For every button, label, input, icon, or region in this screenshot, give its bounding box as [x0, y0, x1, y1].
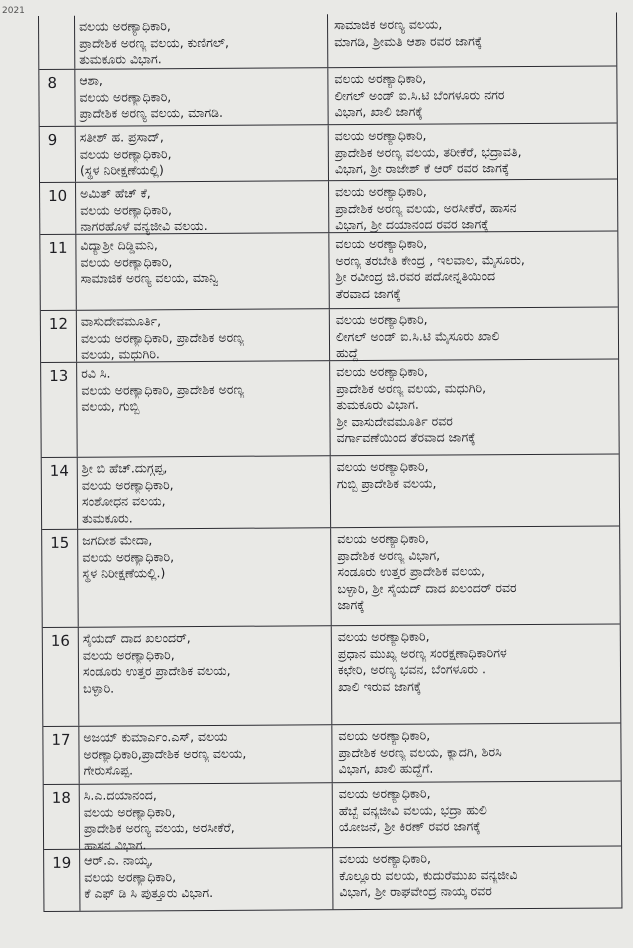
- posting-line: ಗುಬ್ಬಿ ಪ್ರಾದೇಶಿಕ ವಲಯ,: [336, 475, 437, 491]
- officer-line: ಸಂಶೋಧನ ವಲಯ,: [81, 493, 166, 509]
- serial-number-cell: 15: [42, 530, 79, 627]
- posting-cell: [328, 66, 616, 124]
- officer-line: ವಲಯ ಅರಣ್ಯಾಧಿಕಾರಿ,: [80, 201, 172, 218]
- serial-number-cell: 14: [42, 458, 78, 529]
- posting-line: ಪ್ರಾದೇಶಿಕ ಅರಣ್ಯ ವಲಯ, ಅರಸೀಕೆರೆ, ಹಾಸನ: [335, 199, 517, 216]
- posting-line: ವಲಯ ಅರಣ್ಯಾಧಿಕಾರಿ,: [335, 235, 428, 252]
- officer-line: ತುಮಕೂರು.: [82, 509, 133, 526]
- officer-line: ಪ್ರಾದೇಶಿಕ ಅರಣ್ಯ ವಲಯ, ಅರಸೀಕೆರೆ,: [83, 819, 235, 836]
- posting-line: ಜಾಗಕ್ಕೆ: [337, 597, 365, 613]
- officer-line: ವಲಯ ಅರಣ್ಯಾಧಿಕಾರಿ,: [84, 868, 177, 885]
- posting-cell: [330, 307, 618, 360]
- table-row: [40, 231, 617, 311]
- officer-name-cell: [79, 626, 333, 726]
- officer-line: ತುಮಕೂರು ವಿಭಾಗ.: [79, 51, 162, 67]
- posting-line: ವಲಯ ಅರಣ್ಯಾಧಿಕಾರಿ,: [334, 70, 427, 87]
- table-row: [42, 454, 619, 530]
- posting-line: ವಲಯ ಅರಣ್ಯಾಧಿಕಾರಿ,: [339, 850, 431, 867]
- posting-line: ವಿಭಾಗ, ಖಾಲಿ ಜಾಗಕ್ಕೆ: [334, 103, 423, 120]
- posting-cell: [332, 624, 621, 724]
- officer-line: ವಲಯ ಅರಣ್ಯಾಧಿಕಾರಿ,: [82, 646, 175, 663]
- serial-number-cell: 17: [43, 727, 79, 784]
- posting-line: ಪ್ರಾದೇಶಿಕ ಅರಣ್ಯ ವಲಯ, ತರೀಕೆರೆ, ಭದ್ರಾವತಿ,: [334, 143, 522, 160]
- officer-line: ಬಳ್ಳಾರಿ.: [83, 680, 115, 696]
- officer-line: ಸ್ಥಳ ನಿರೀಕ್ಷಣೆಯಲ್ಲಿ.): [82, 565, 166, 581]
- transfer-table: [38, 12, 622, 912]
- posting-line: ವಲಯ ಅರಣ್ಯಾಧಿಕಾರಿ,: [337, 530, 430, 547]
- officer-line: ಸಿ.ಎ.ದಯಾನಂದ,: [83, 787, 157, 803]
- posting-cell: [331, 526, 620, 625]
- posting-line: ಶ್ರೀ ರವೀಂದ್ರ ಜಿ.ರವರ ಪದೋನ್ನತಿಯಿಂದ: [335, 268, 496, 285]
- posting-line: ವಿಭಾಗ, ಶ್ರೀ ದಯಾನಂದ ರವರ ಜಾಗಕ್ಕೆ: [335, 216, 489, 233]
- officer-line: ಸತೀಶ್ ಹ. ಪ್ರಸಾದ್,: [79, 129, 164, 145]
- officer-line: ವಿದ್ಯಾಶ್ರೀ ದಿಡ್ಡಿಮನಿ,: [80, 237, 158, 253]
- officer-line: ನಾಗರಹೊಳೆ ವನ್ಯಜೀವಿ ವಲಯ.: [80, 217, 208, 234]
- posting-line: ಪ್ರಾದೇಶಿಕ ಅರಣ್ಯ ವಲಯ, ಮಧುಗಿರಿ,: [336, 379, 487, 396]
- officer-line: ಪ್ರಾದೇಶಿಕ ಅರಣ್ಯ ವಲಯ, ಕುಣಿಗಲ್,: [79, 34, 230, 51]
- officer-line: ವಲಯ ಅರಣ್ಯಾಧಿಕಾರಿ,: [79, 18, 171, 34]
- table-row: [44, 846, 621, 912]
- table-row: [39, 66, 616, 127]
- table-row: [40, 179, 617, 235]
- posting-line: ವರ್ಗಾವಣೆಯಿಂದ ತೆರವಾದ ಜಾಗಕ್ಕೆ: [336, 429, 476, 446]
- posting-line: ವಲಯ ಅರಣ್ಯಾಧಿಕಾರಿ,: [334, 127, 427, 144]
- officer-line: ಆಶಾ,: [79, 72, 103, 88]
- posting-line: ತೆರವಾದ ಜಾಗಕ್ಕೆ: [335, 285, 401, 301]
- officer-name-cell: [76, 233, 329, 310]
- posting-line: ಅರಣ್ಯ ತರಬೇತಿ ಕೇಂದ್ರ , ಇಲವಾಲ, ಮೈಸೂರು,: [335, 251, 525, 268]
- officer-line: ವಾಸುದೇವಮೂರ್ತಿ,: [80, 313, 162, 329]
- posting-line: ವಿಭಾಗ, ಶ್ರೀ ರಾಘವೇಂದ್ರ ನಾಯ್ಕ ರವರ: [339, 883, 492, 900]
- table-row: [44, 781, 621, 853]
- officer-name-cell: [78, 456, 331, 529]
- posting-line: ವಲಯ ಅರಣ್ಯಾಧಿಕಾರಿ,: [337, 628, 430, 645]
- posting-line: ಕೊಲ್ಲೂರು ವಲಯ, ಕುದುರೆಮುಖ ವನ್ಯಜೀವಿ: [339, 866, 518, 883]
- posting-line: ವಲಯ ಅರಣ್ಯಾಧಿಕಾರಿ,: [336, 363, 428, 380]
- officer-line: ಜಗದೀಶ ಮೇದಾ,: [82, 532, 153, 548]
- posting-cell: [333, 781, 621, 847]
- officer-line: ವಲಯ ಅರಣ್ಯಾಧಿಕಾರಿ,: [79, 88, 172, 105]
- serial-number-cell: 12: [41, 311, 77, 362]
- serial-number-cell: 10: [40, 183, 76, 234]
- serial-number-cell: 9: [40, 127, 76, 182]
- officer-line: (ಸ್ಥಳ ನಿರೀಕ್ಷಣೆಯಲ್ಲಿ): [79, 162, 164, 178]
- posting-line: ಹೆಬ್ಬೆ ವನ್ಯಜೀವಿ ವಲಯ, ಭದ್ರಾ ಹುಲಿ: [338, 801, 487, 818]
- table-row: [41, 307, 618, 363]
- officer-line: ಸಾಮಾಜಿಕ ಅರಣ್ಯ ವಲಯ, ಮಾನ್ವಿ: [80, 269, 219, 286]
- serial-number-cell: 13: [41, 363, 78, 457]
- posting-line: ವಲಯ ಅರಣ್ಯಾಧಿಕಾರಿ,: [336, 458, 429, 475]
- officer-line: ಸೈಯದ್ ದಾದ ಖಲಂದರ್,: [82, 630, 191, 646]
- posting-line: ವಲಯ ಅರಣ್ಯಾಧಿಕಾರಿ,: [338, 785, 431, 802]
- serial-number-cell: 11: [40, 235, 76, 310]
- officer-line: ಕೆ ಎಫ್ ಡಿ ಸಿ ಪುತ್ತೂರು ವಿಭಾಗ.: [84, 884, 214, 901]
- officer-name-cell: [80, 783, 333, 853]
- posting-cell: [330, 359, 619, 455]
- serial-number-cell: 19: [44, 850, 80, 911]
- serial-number-cell: 8: [39, 70, 75, 126]
- posting-line: ಪ್ರಧಾನ ಮುಖ್ಯ ಅರಣ್ಯ ಸಂರಕ್ಷಣಾಧಿಕಾರಿಗಳ: [337, 644, 507, 661]
- officer-line: ವಲಯ ಅರಣ್ಯಾಧಿಕಾರಿ,: [81, 476, 174, 493]
- posting-cell: [328, 12, 616, 67]
- officer-line: ಆರ್.ಎ. ನಾಯ್ಕ,: [84, 852, 153, 868]
- posting-line: ಬಳ್ಳಾರಿ, ಶ್ರೀ ಸೈಯದ್ ದಾದ ಖಲಂದರ್ ರವರ: [337, 579, 517, 596]
- posting-line: ಖಾಲಿ ಇರುವ ಜಾಗಕ್ಕೆ: [338, 678, 422, 694]
- posting-cell: [329, 123, 617, 180]
- posting-line: ಶ್ರೀ ವಾಸುದೇವಮೂರ್ತಿ ರವರ: [336, 412, 453, 429]
- table-row: [39, 12, 616, 70]
- page-year-mark: 2021: [2, 6, 25, 16]
- table-row: [42, 526, 620, 628]
- posting-cell: [332, 723, 620, 782]
- officer-line: ಹಾಸನ ವಿಭಾಗ.: [84, 836, 147, 853]
- posting-line: ಪ್ರಾದೇಶಿಕ ಅರಣ್ಯ ವಿಭಾಗ,: [337, 547, 441, 563]
- table-row: [43, 723, 620, 785]
- officer-line: ವಲಯ, ಮಧುಗಿರಿ.: [81, 346, 160, 362]
- officer-name-cell: [77, 361, 331, 457]
- posting-line: ಯೋಜನೆ, ಶ್ರೀ ಕಿರಣ್ ರವರ ಜಾಗಕ್ಕೆ: [338, 818, 481, 835]
- table-row: [40, 123, 617, 183]
- posting-line: ಲೀಗಲ್ ಅಂಡ್ ಐ.ಸಿ.ಟಿ ಮೈಸೂರು ಖಾಲಿ: [335, 327, 500, 344]
- officer-line: ಅಮಿತ್ ಹೆಚ್ ಕೆ,: [80, 185, 151, 201]
- posting-line: ವಿಭಾಗ, ಶ್ರೀ ರಾಜೇಶ್ ಕೆ ಆರ್ ರವರ ಜಾಗಕ್ಕೆ: [334, 160, 510, 177]
- posting-cell: [329, 231, 617, 308]
- table-row: [43, 624, 621, 727]
- officer-name-cell: [75, 14, 328, 69]
- posting-line: ಕಛೇರಿ, ಅರಣ್ಯ ಭವನ, ಬೆಂಗಳೂರು .: [337, 661, 486, 678]
- officer-line: ಅರಣ್ಯಾಧಿಕಾರಿ,ಪ್ರಾದೇಶಿಕ ಅರಣ್ಯ ವಲಯ,: [83, 745, 247, 762]
- posting-line: ತುಮಕೂರು ವಿಭಾಗ.: [336, 396, 419, 413]
- officer-line: ವಲಯ, ಗುಬ್ಬಿ: [81, 398, 140, 414]
- officer-line: ಸಂಡೂರು ಉತ್ತರ ಪ್ರಾದೇಶಿಕ ವಲಯ,: [82, 662, 231, 679]
- posting-line: ಪ್ರಾದೇಶಿಕ ಅರಣ್ಯ ವಲಯ, ಕ್ಯಾದಗಿ, ಶಿರಸಿ: [338, 743, 502, 760]
- posting-cell: [329, 179, 617, 232]
- officer-line: ವಲಯ ಅರಣ್ಯಾಧಿಕಾರಿ,: [83, 803, 176, 820]
- serial-number-cell: 16: [43, 628, 80, 726]
- posting-line: ಹುದ್ದೆ: [336, 345, 359, 361]
- officer-line: ವಲಯ ಅರಣ್ಯಾಧಿಕಾರಿ,: [79, 145, 172, 162]
- table-row: [41, 359, 619, 458]
- officer-name-cell: [79, 725, 332, 784]
- posting-line: ವಲಯ ಅರಣ್ಯಾಧಿಕಾರಿ,: [335, 311, 428, 328]
- officer-line: ರವಿ ಸಿ.: [81, 365, 111, 381]
- posting-line: ಸಂಡೂರು ಉತ್ತರ ಪ್ರಾದೇಶಿಕ ವಲಯ,: [337, 563, 486, 580]
- posting-line: ವಿಭಾಗ, ಖಾಲಿ ಹುದ್ದೆಗೆ.: [338, 760, 434, 777]
- officer-line: ಗೇರುಸೊಪ್ಪ.: [83, 762, 134, 778]
- posting-line: ಲೀಗಲ್ ಅಂಡ್ ಐ.ಸಿ.ಟಿ ಬೆಂಗಳೂರು ನಗರ: [334, 86, 505, 103]
- officer-line: ಪ್ರಾದೇಶಿಕ ಅರಣ್ಯ ವಲಯ, ಮಾಗಡಿ.: [79, 104, 224, 121]
- officer-line: ಅಜಯ್ ಕುಮಾರ್ಎಂ.ಎಸ್, ವಲಯ: [83, 728, 228, 745]
- serial-number-cell: 18: [44, 785, 80, 849]
- officer-name-cell: [78, 528, 332, 627]
- posting-line: ವಲಯ ಅರಣ್ಯಾಧಿಕಾರಿ,: [338, 727, 431, 744]
- officer-line: ವಲಯ ಅರಣ್ಯಾಧಿಕಾರಿ, ಪ್ರಾದೇಶಿಕ ಅರಣ್ಯ: [81, 381, 245, 398]
- officer-line: ವಲಯ ಅರಣ್ಯಾಧಿಕಾರಿ,: [82, 548, 175, 565]
- officer-line: ವಲಯ ಅರಣ್ಯಾಧಿಕಾರಿ, ಪ್ರಾದೇಶಿಕ ಅರಣ್ಯ: [80, 329, 244, 346]
- posting-cell: [333, 846, 621, 909]
- officer-name-cell: [76, 181, 329, 234]
- officer-name-cell: [75, 68, 328, 126]
- posting-line: ಮಾಗಡಿ, ಶ್ರೀಮತಿ ಆಶಾ ರವರ ಜಾಗಕ್ಕೆ: [334, 32, 483, 49]
- posting-line: ವಲಯ ಅರಣ್ಯಾಧಿಕಾರಿ,: [335, 183, 427, 200]
- officer-name-cell: [77, 309, 330, 362]
- officer-name-cell: [76, 125, 329, 182]
- serial-number-cell: [39, 16, 75, 69]
- officer-line: ವಲಯ ಅರಣ್ಯಾಧಿಕಾರಿ,: [80, 253, 173, 270]
- posting-cell: [331, 454, 619, 527]
- officer-name-cell: [80, 848, 333, 911]
- posting-line: ಸಾಮಾಜಿಕ ಅರಣ್ಯ ವಲಯ,: [334, 16, 443, 33]
- officer-line: ಶ್ರೀ ಬಿ ಹೆಚ್.ದುಗ್ಗಪ್ಪ,: [81, 460, 168, 476]
